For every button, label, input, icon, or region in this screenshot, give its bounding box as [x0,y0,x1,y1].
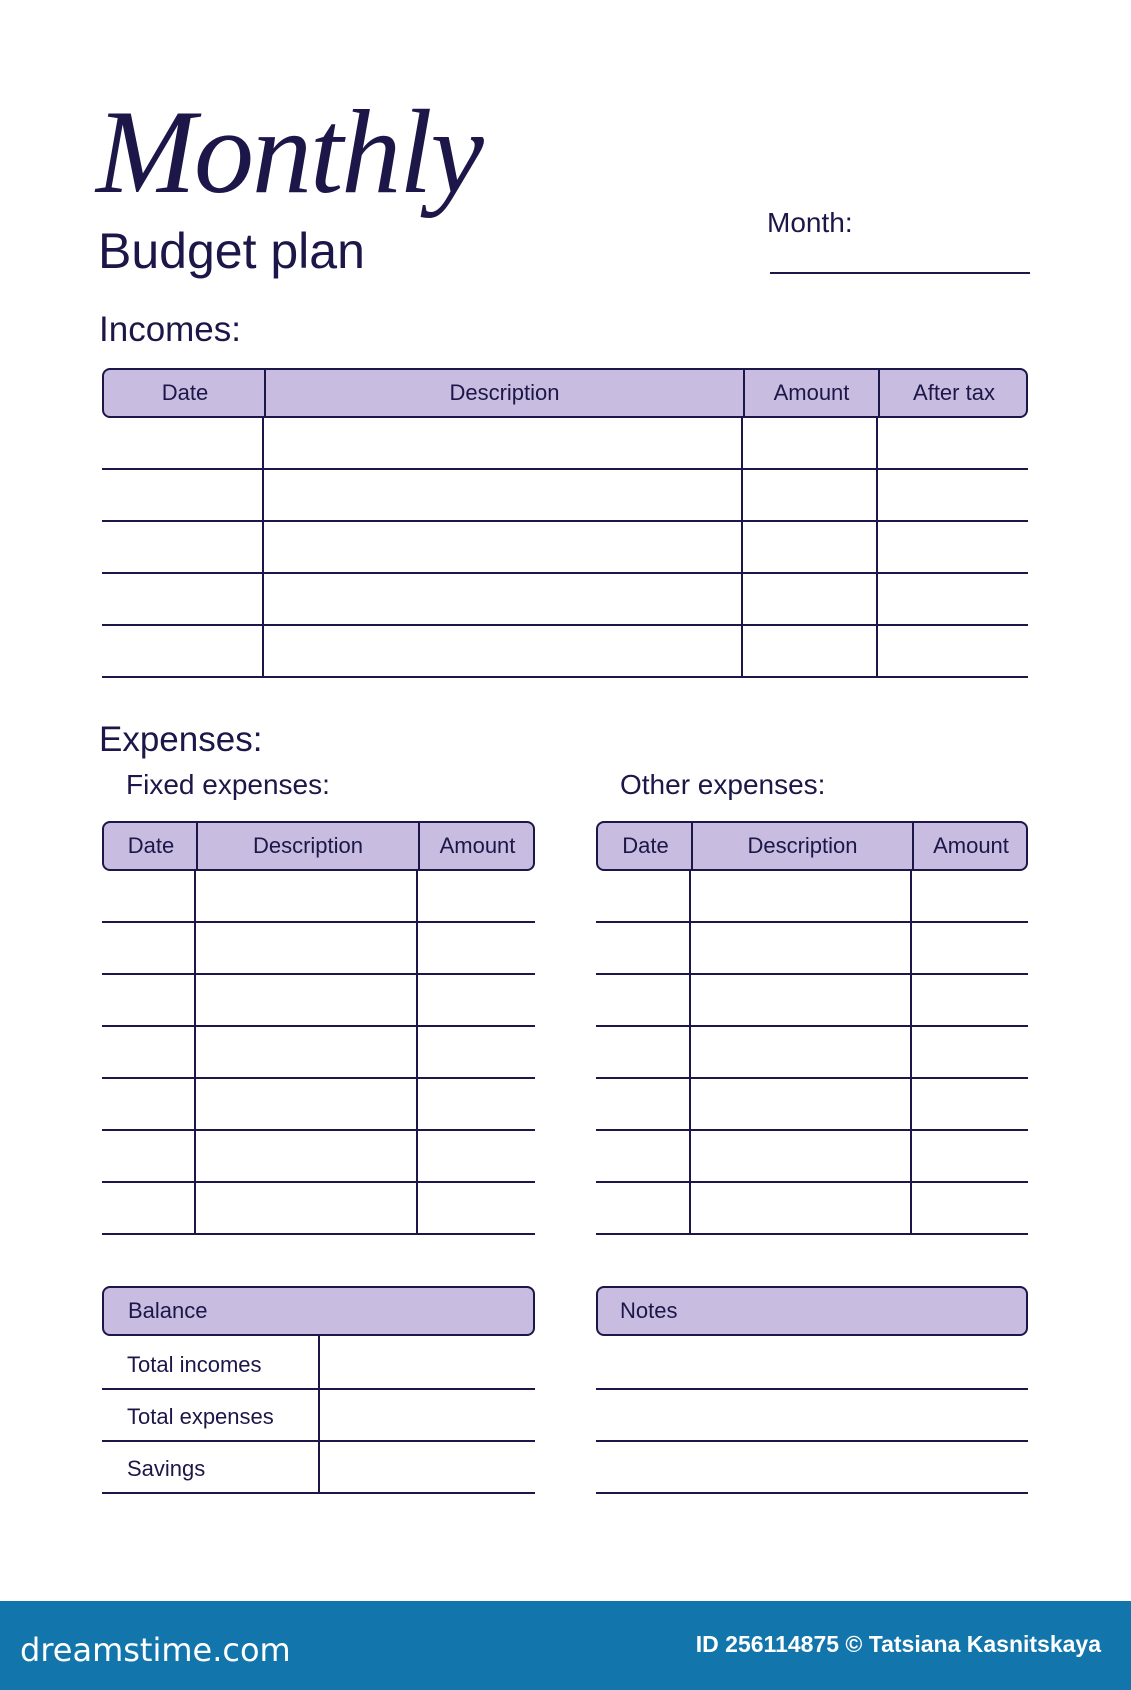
column-divider [876,418,878,678]
month-input-line[interactable] [770,272,1030,274]
column-header-after-tax: After tax [878,370,1028,416]
divider [102,1388,535,1390]
month-label: Month: [767,207,853,238]
footer-bar [0,1601,1131,1690]
table-row-line[interactable] [102,1025,535,1027]
table-row-line[interactable] [596,1233,1028,1235]
page-subtitle: Budget plan [98,223,365,279]
divider [102,1440,535,1442]
table-row-line[interactable] [596,921,1028,923]
other-expenses-table [596,821,1028,1235]
table-row-line[interactable] [596,1181,1028,1183]
table-row-line[interactable] [596,1025,1028,1027]
total-incomes-label: Total incomes [127,1352,262,1377]
table-row-line[interactable] [596,1129,1028,1131]
notes-title: Notes [620,1298,678,1323]
column-header-date: Date [127,833,175,858]
table-row-line[interactable] [102,973,535,975]
column-header-amount: Amount [418,823,535,869]
monthly-script-title: Monthly [96,85,482,218]
fixed-expenses-table [102,821,535,1235]
fixed-expenses-heading: Fixed expenses: [126,769,330,800]
table-header [102,368,1028,418]
notes-line[interactable] [596,1388,1028,1390]
table-row-line[interactable] [102,520,1028,522]
table-row-line[interactable] [102,1077,535,1079]
table-row-line[interactable] [596,973,1028,975]
expenses-heading: Expenses: [99,720,263,759]
column-header-amount: Amount [912,823,1028,869]
dreamstime-logo: dreamstime.com [20,1631,291,1669]
table-row-line[interactable] [102,572,1028,574]
total-expenses-label: Total expenses [127,1404,274,1429]
incomes-table [102,368,1028,678]
table-row-line[interactable] [102,1129,535,1131]
notes-table [596,1286,1028,1496]
table-header [596,821,1028,871]
incomes-heading: Incomes: [99,310,241,349]
column-header-description: Description [691,823,912,869]
column-header-description: Description [196,823,418,869]
column-header-date: Date [622,833,669,858]
divider [318,1336,320,1494]
table-row-line[interactable] [102,676,1028,678]
notes-line[interactable] [596,1492,1028,1494]
other-expenses-heading: Other expenses: [620,769,826,800]
notes-line[interactable] [596,1440,1028,1442]
column-header-description: Description [264,370,743,416]
table-row-line[interactable] [102,921,535,923]
notes-header [596,1286,1028,1336]
table-row-line[interactable] [102,1181,535,1183]
balance-title: Balance [128,1298,208,1323]
table-row-line[interactable] [102,1233,535,1235]
savings-label: Savings [127,1456,206,1481]
column-divider [262,418,264,678]
column-divider [741,418,743,678]
image-credit: ID 256114875 © Tatsiana Kasnitskaya [695,1631,1101,1657]
column-header-amount: Amount [743,370,878,416]
balance-table [102,1286,535,1496]
table-row-line[interactable] [102,624,1028,626]
table-header [102,821,535,871]
table-row-line[interactable] [102,468,1028,470]
column-header-date: Date [161,380,209,405]
divider [102,1492,535,1494]
table-row-line[interactable] [596,1077,1028,1079]
balance-header [102,1286,535,1336]
